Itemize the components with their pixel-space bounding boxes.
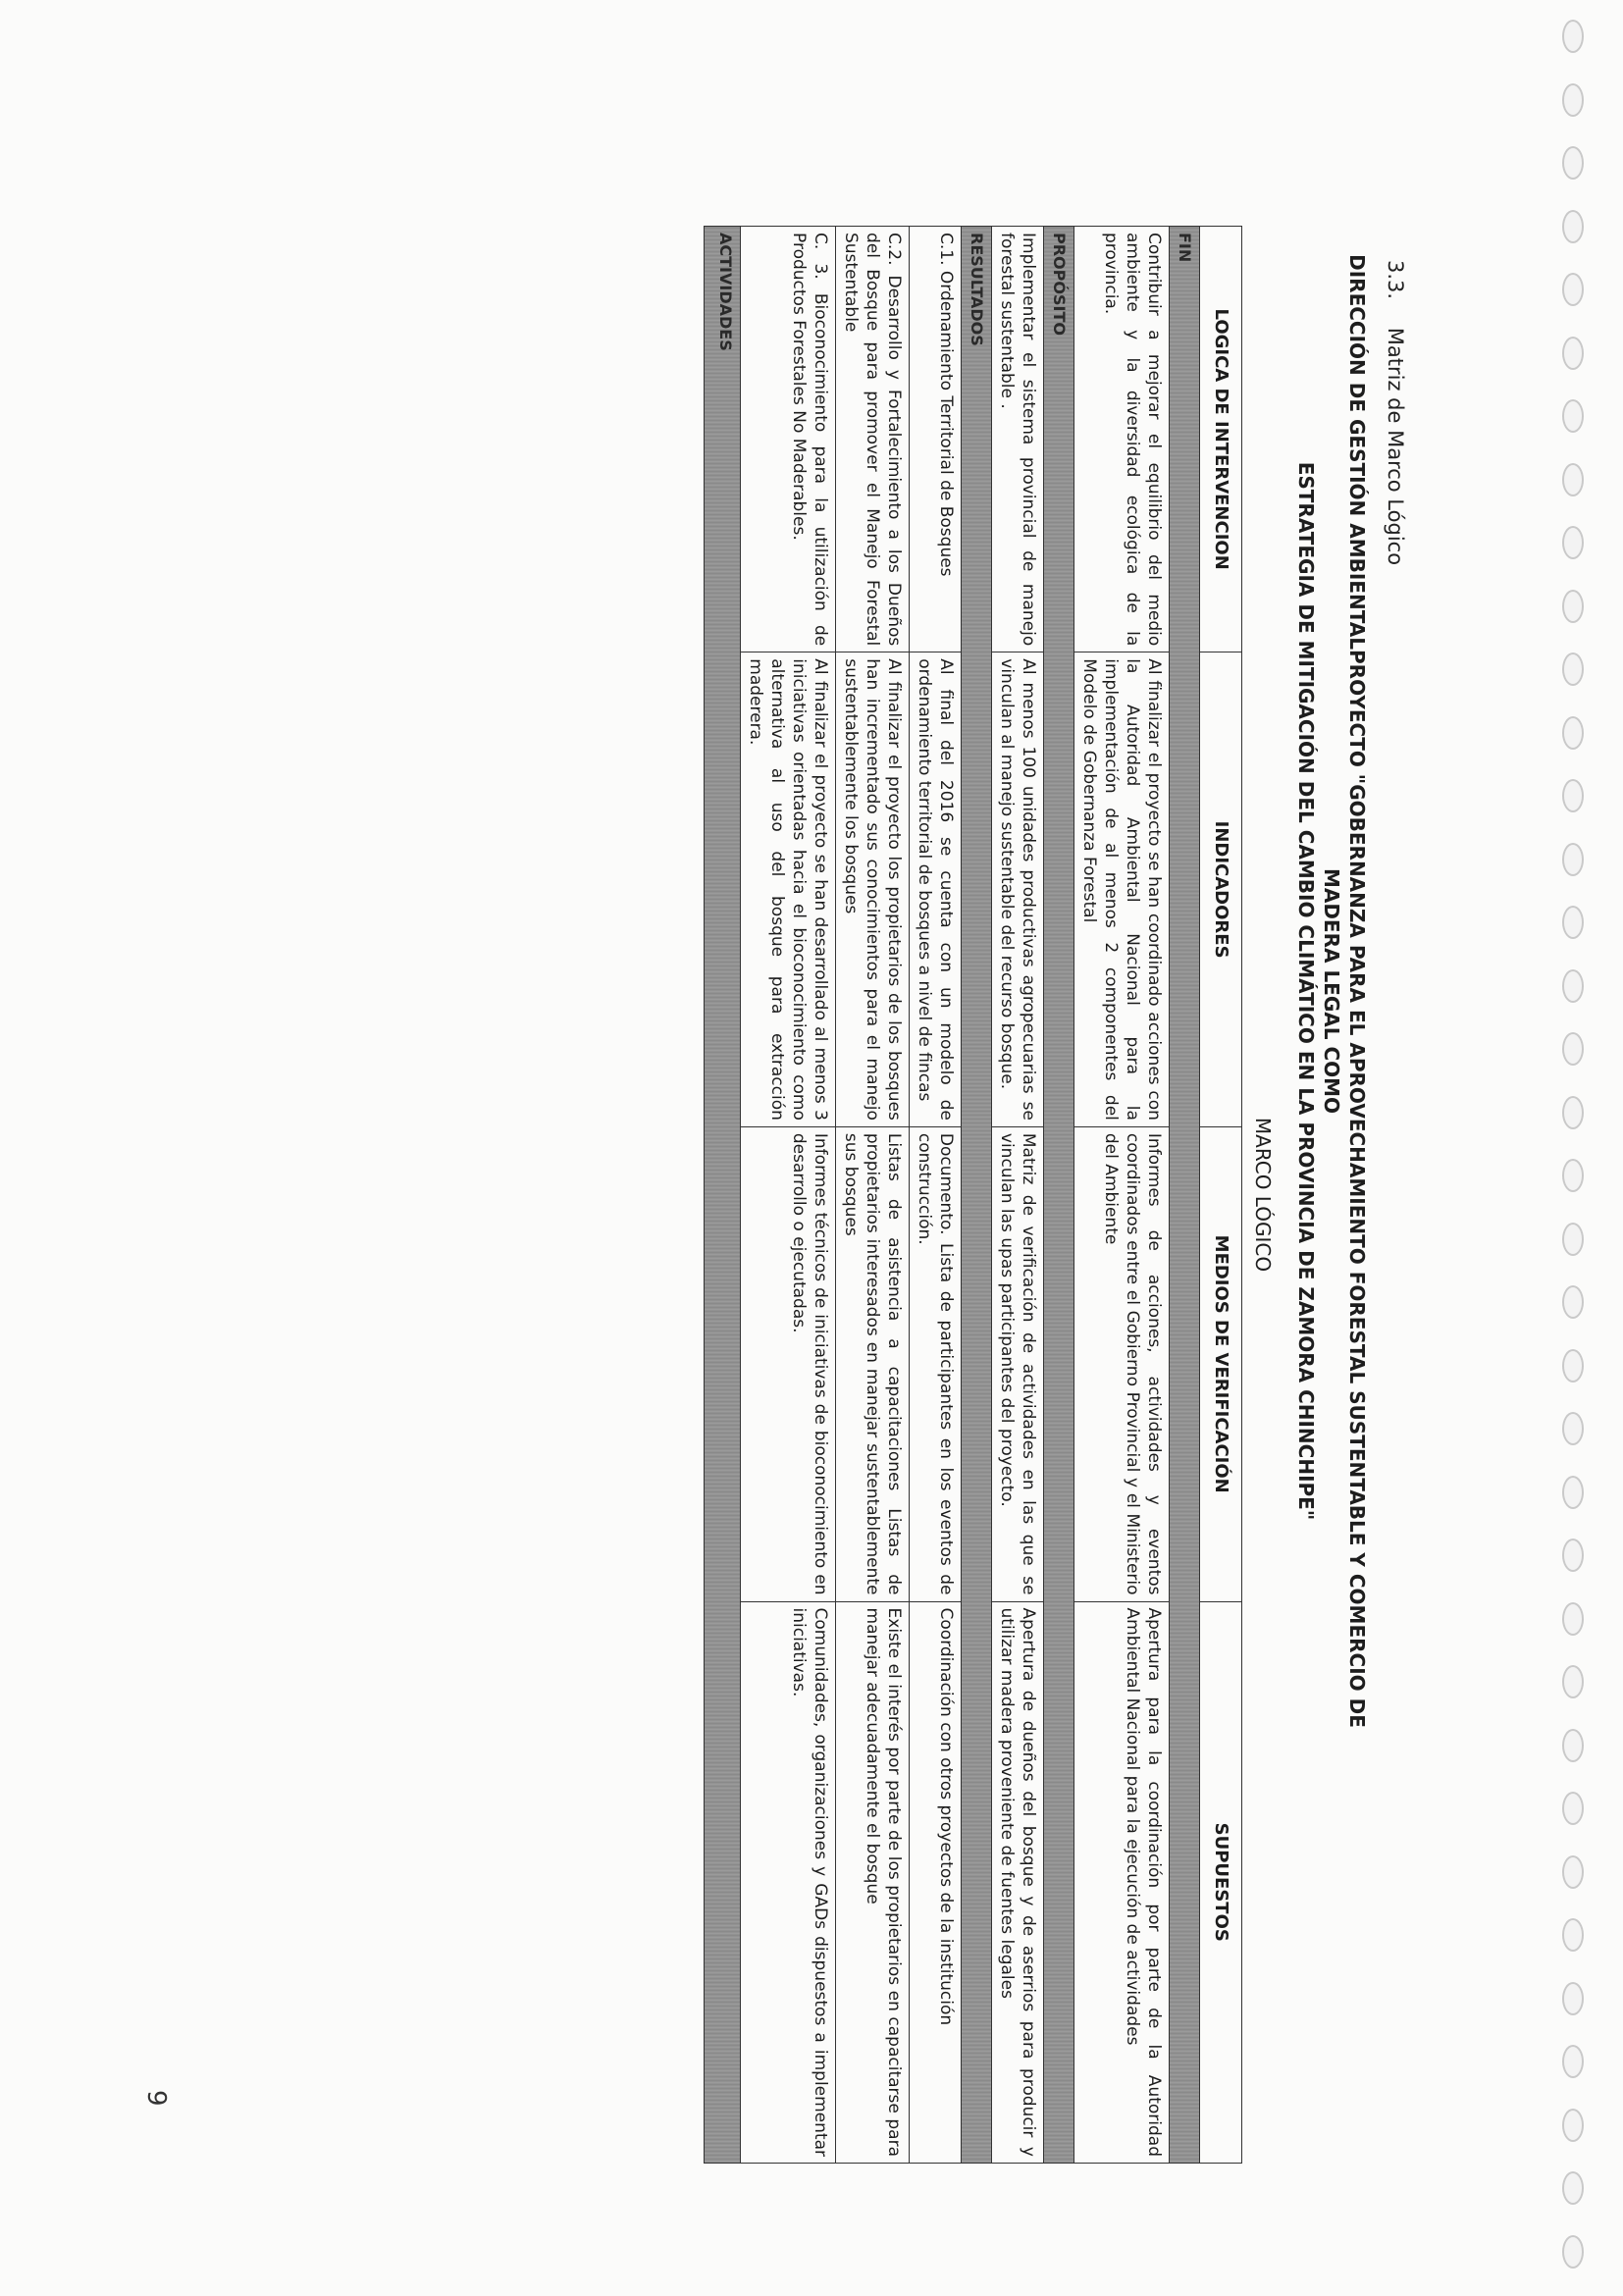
- cell-c1-medios: Documento. Lista de participantes en los eventos de construcción.: [910, 1126, 962, 1601]
- cell-c3-supuestos: Comunidades, organizaciones y GADs dispuestos a implementar iniciativas.: [741, 1601, 836, 2163]
- cell-proposito-medios: Matriz de verificación de actividades en las que se vinculan las upas participantes del proyecto.: [992, 1126, 1044, 1601]
- table-title: MARCO LÓGICO: [1251, 1117, 1275, 1273]
- section-label-fin: FIN: [1170, 227, 1200, 2164]
- header-medios: MEDIOS DE VERIFICACIÓN: [1200, 1126, 1242, 1601]
- cell-c2-medios: Listas de asistencia a capacitaciones Listas de propietarios interesados en manejar sustentablemente sus bosques: [836, 1126, 910, 1601]
- header-row: [1200, 227, 1242, 2164]
- cell-fin-logica: Contribuir a mejorar el equilibrio del medio ambiente y la diversidad ecológica de la provincia.: [1074, 227, 1170, 652]
- document-title: [1293, 245, 1370, 1737]
- cell-c3-medios: Informes técnicos de iniciativas de bioconocimiento en desarrollo o ejecutadas.: [741, 1126, 836, 1601]
- table-row-fin: [1074, 227, 1170, 2164]
- cell-proposito-logica: Implementar el sistema provincial de manejo forestal sustentable .: [992, 227, 1044, 652]
- cell-fin-medios: Informes de acciones, actividades y eventos coordinados entre el Gobierno Provincial y el Ministerio del Ambiente: [1074, 1126, 1170, 1601]
- header-supuestos: SUPUESTOS: [1200, 1601, 1242, 2163]
- cell-c2-supuestos: Existe el interés por parte de los propietarios en capacitarse para manejar adecuadamente el bosque: [836, 1601, 910, 2163]
- cell-fin-indicadores: Al finalizar el proyecto se han coordinado acciones con la Autoridad Ambiental Nacional para la implementación de al menos 2 componentes del Modelo de Gobernanza Forestal: [1074, 652, 1170, 1127]
- section-row-actividades: [705, 227, 741, 2164]
- section-row-proposito: [1044, 227, 1074, 2164]
- section-title: Matriz de Marco Lógico: [1384, 327, 1407, 566]
- section-number: 3.3.: [1384, 260, 1407, 300]
- section-label-proposito: PROPÓSITO: [1044, 227, 1074, 2164]
- cell-c2-logica: C.2. Desarrollo y Fortalecimiento a los Dueños del Bosque para promover el Manejo Forestal Sustentable: [836, 227, 910, 652]
- section-label-actividades: ACTIVIDADES: [705, 227, 741, 2164]
- table-row-c2: [836, 227, 910, 2164]
- section-row-resultados: [962, 227, 992, 2164]
- table-row-c3: [741, 227, 836, 2164]
- cell-c1-logica: C.1. Ordenamiento Territorial de Bosques: [910, 227, 962, 652]
- header-logica: LOGICA DE INTERVENCION: [1200, 227, 1242, 652]
- cell-c2-indicadores: Al finalizar el proyecto los propietarios de los bosques han incrementado sus conocimientos para el manejo sustentablemente los bosques: [836, 652, 910, 1127]
- cell-proposito-indicadores: Al menos 100 unidades productivas agropecuarias se vinculan al manejo sustentable del recurso bosque.: [992, 652, 1044, 1127]
- cell-c1-indicadores: Al final del 2016 se cuenta con un modelo de ordenamiento territorial de bosques a nivel de fincas: [910, 652, 962, 1127]
- table-row-proposito: [992, 227, 1044, 2164]
- logical-framework-table: [704, 226, 1242, 2164]
- cell-proposito-supuestos: Apertura de dueños del bosque y de aserrios para producir y utilizar madera proveniente de fuentes legales: [992, 1601, 1044, 2163]
- section-heading: [1384, 260, 1407, 565]
- page-number: 9: [141, 2090, 171, 2107]
- document-title-line-2: ESTRATEGIA DE MITIGACIÓN DEL CAMBIO CLIMÁTICO EN LA PROVINCIA DE ZAMORA CHINCHIPE": [1294, 461, 1318, 1521]
- cell-fin-supuestos: Apertura para la coordinación por parte de la Autoridad Ambiental Nacional para la ejecución de actividades: [1074, 1601, 1170, 2163]
- section-label-resultados: RESULTADOS: [962, 227, 992, 2164]
- cell-c1-supuestos: Coordinación con otros proyectos de la institución: [910, 1601, 962, 2163]
- header-indicadores: INDICADORES: [1200, 652, 1242, 1127]
- table-row-c1: [910, 227, 962, 2164]
- cell-c3-indicadores: Al finalizar el proyecto se han desarrollado al menos 3 iniciativas orientadas hacia el bioconocimiento como alternativa al uso del bosque para extracción maderera.: [741, 652, 836, 1127]
- document-title-line-1: DIRECCIÓN DE GESTIÓN AMBIENTALPROYECTO "GOBERNANZA PARA EL APROVECHAMIENTO FORESTAL SUSTENTABLE Y COMERCIO DE MADERA LEGAL COMO: [1320, 254, 1369, 1728]
- section-row-fin: [1170, 227, 1200, 2164]
- cell-c3-logica: C. 3. Bioconocimiento para la utilización de Productos Forestales No Maderables.: [741, 227, 836, 652]
